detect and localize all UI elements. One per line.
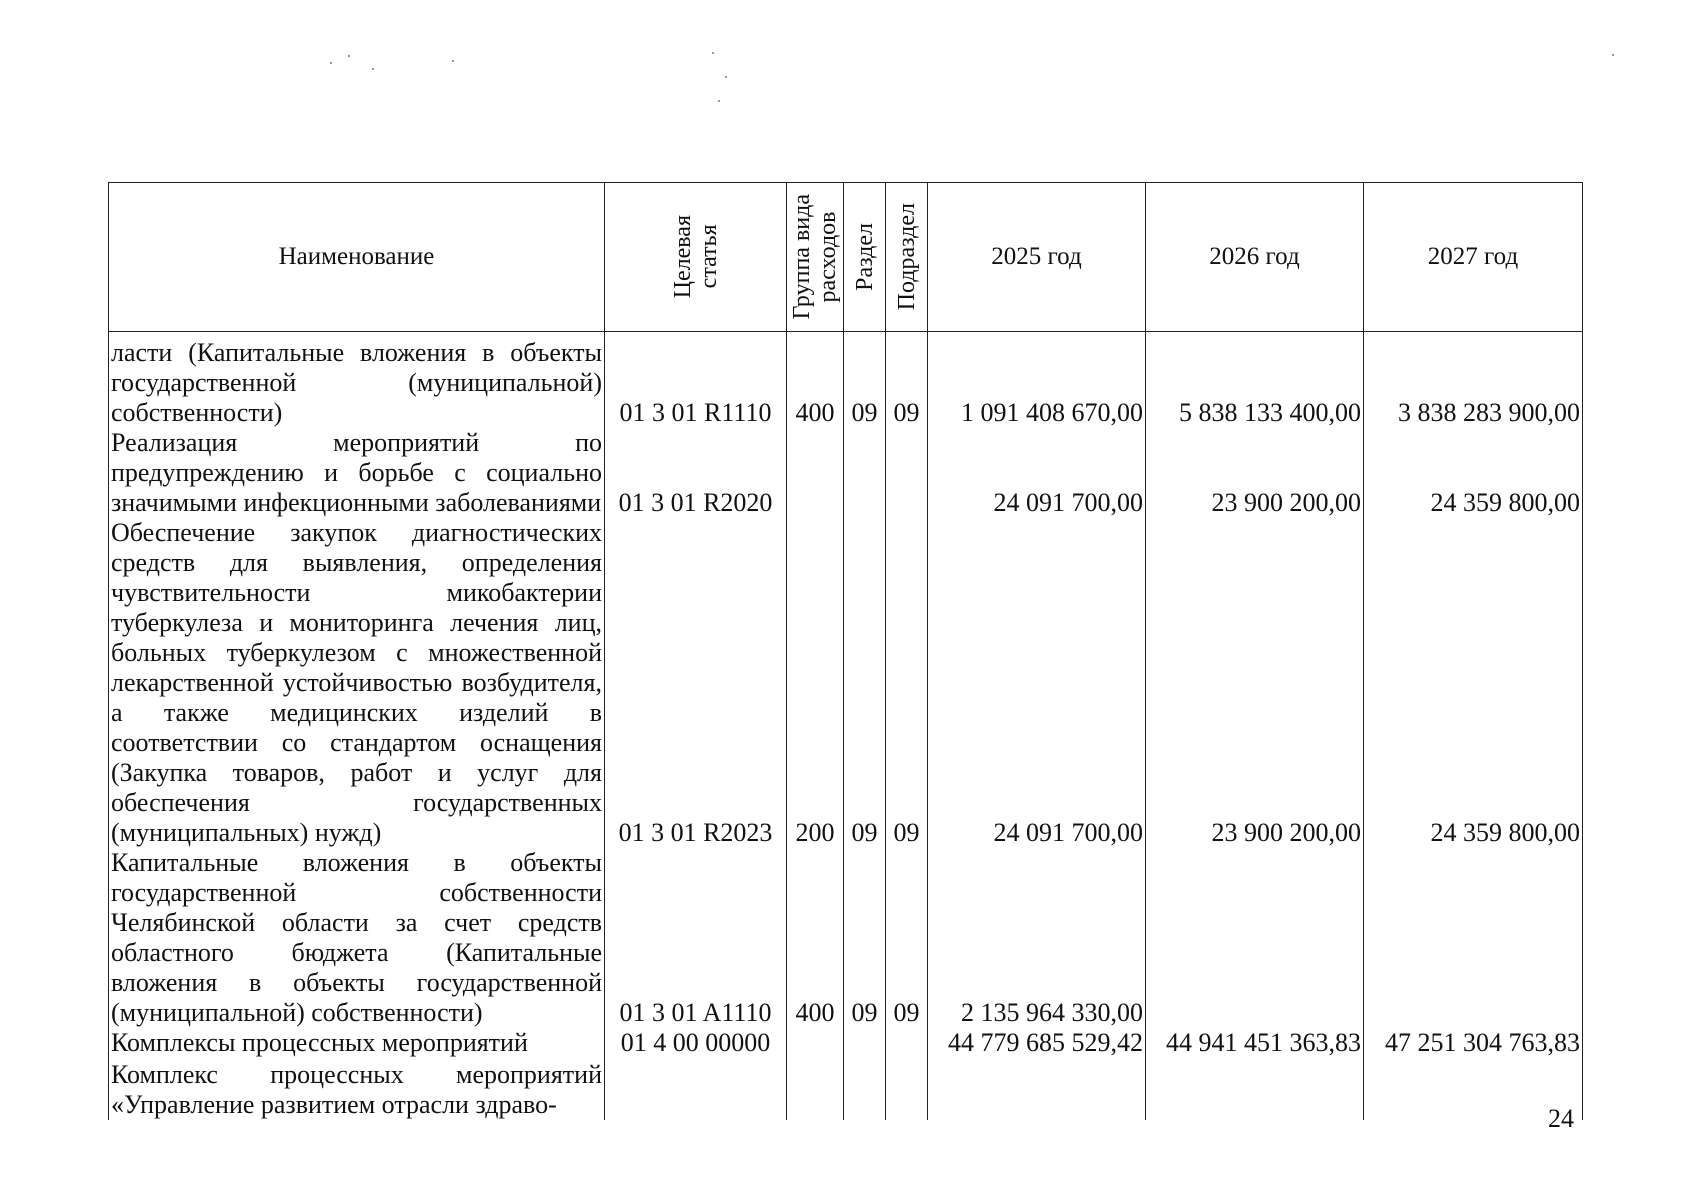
row-code: 01 3 01 R1110 <box>605 332 787 429</box>
row-group: 200 <box>787 518 844 848</box>
row-name: Обеспечение закупок диагностических средств для выявления, определения чувствительности микобактерии туберкулеза и мониторинга лечения лиц, больных туберкулезом с множественной лекарственной устойчивостью возбудителя, а также медицинских изделий в соответствии со стандартом оснащения (Закупка товаров, работ и услуг для обеспечения государственных (муниципальных) нужд) <box>109 518 605 848</box>
row-group <box>787 1058 844 1120</box>
row-subsection <box>886 1058 928 1120</box>
row-name: Комплексы процессных мероприятий <box>109 1028 605 1058</box>
table-row <box>109 518 1583 848</box>
row-2025: 44 779 685 529,42 <box>928 1028 1146 1058</box>
row-code: 01 3 01 A1110 <box>605 848 787 1028</box>
row-subsection <box>886 428 928 518</box>
scan-speck <box>372 68 374 70</box>
page-number: 24 <box>1548 1104 1574 1133</box>
row-subsection: 09 <box>886 332 928 429</box>
row-subsection: 09 <box>886 848 928 1028</box>
row-2027: 47 251 304 763,83 <box>1364 1028 1583 1058</box>
row-section <box>844 1058 886 1120</box>
table-row <box>109 428 1583 518</box>
row-name: Реализация мероприятий по предупреждению и борьбе с социально значимыми инфекционными заболеваниями <box>109 428 605 518</box>
row-section <box>844 1028 886 1058</box>
row-2026: 23 900 200,00 <box>1146 518 1364 848</box>
row-section: 09 <box>844 848 886 1028</box>
row-group <box>787 428 844 518</box>
row-section <box>844 428 886 518</box>
row-group: 400 <box>787 848 844 1028</box>
row-2025: 24 091 700,00 <box>928 518 1146 848</box>
row-code: 01 3 01 R2023 <box>605 518 787 848</box>
scan-speck <box>725 76 727 78</box>
row-2026: 23 900 200,00 <box>1146 428 1364 518</box>
table-row <box>109 1028 1583 1058</box>
header-target-article: Целевая статья <box>605 183 787 332</box>
row-2025: 1 091 408 670,00 <box>928 332 1146 429</box>
row-2026 <box>1146 848 1364 1028</box>
header-subsection: Подраздел <box>886 183 928 332</box>
scan-speck <box>1612 54 1614 56</box>
row-group: 400 <box>787 332 844 429</box>
scan-speck <box>452 60 454 62</box>
header-expense-group: Группа вида расходов <box>787 183 844 332</box>
header-year-2027: 2027 год <box>1364 183 1583 332</box>
row-code <box>605 1058 787 1120</box>
row-2027: 24 359 800,00 <box>1364 518 1583 848</box>
row-2025 <box>928 1058 1146 1120</box>
scan-speck <box>330 62 332 64</box>
row-code: 01 4 00 00000 <box>605 1028 787 1058</box>
row-2025: 2 135 964 330,00 <box>928 848 1146 1028</box>
row-2027: 3 838 283 900,00 <box>1364 332 1583 429</box>
row-2026 <box>1146 1058 1364 1120</box>
row-section: 09 <box>844 518 886 848</box>
row-name: Капитальные вложения в объекты государственной собственности Челябинской области за счет средств областного бюджета (Капитальные вложения в объекты государственной (муниципальной) собственности) <box>109 848 605 1028</box>
table-row <box>109 848 1583 1028</box>
row-2027: 24 359 800,00 <box>1364 428 1583 518</box>
header-name: Наименование <box>109 183 605 332</box>
budget-table <box>108 182 1583 1120</box>
row-section: 09 <box>844 332 886 429</box>
row-name: ласти (Капитальные вложения в объекты государственной (муниципальной) собственности) <box>109 332 605 429</box>
row-2026: 5 838 133 400,00 <box>1146 332 1364 429</box>
row-subsection: 09 <box>886 518 928 848</box>
header-year-2025: 2025 год <box>928 183 1146 332</box>
row-2026: 44 941 451 363,83 <box>1146 1028 1364 1058</box>
row-code: 01 3 01 R2020 <box>605 428 787 518</box>
scan-speck <box>348 55 350 57</box>
row-2025: 24 091 700,00 <box>928 428 1146 518</box>
row-2027 <box>1364 848 1583 1028</box>
row-name: Комплекс процессных мероприятий «Управление развитием отрасли здраво- <box>109 1058 605 1120</box>
row-group <box>787 1028 844 1058</box>
scan-speck <box>718 100 720 102</box>
scan-speck <box>712 52 714 54</box>
table-row <box>109 1058 1583 1120</box>
table-header-row <box>109 183 1583 332</box>
header-year-2026: 2026 год <box>1146 183 1364 332</box>
header-section: Раздел <box>844 183 886 332</box>
row-subsection <box>886 1028 928 1058</box>
table-row <box>109 332 1583 429</box>
